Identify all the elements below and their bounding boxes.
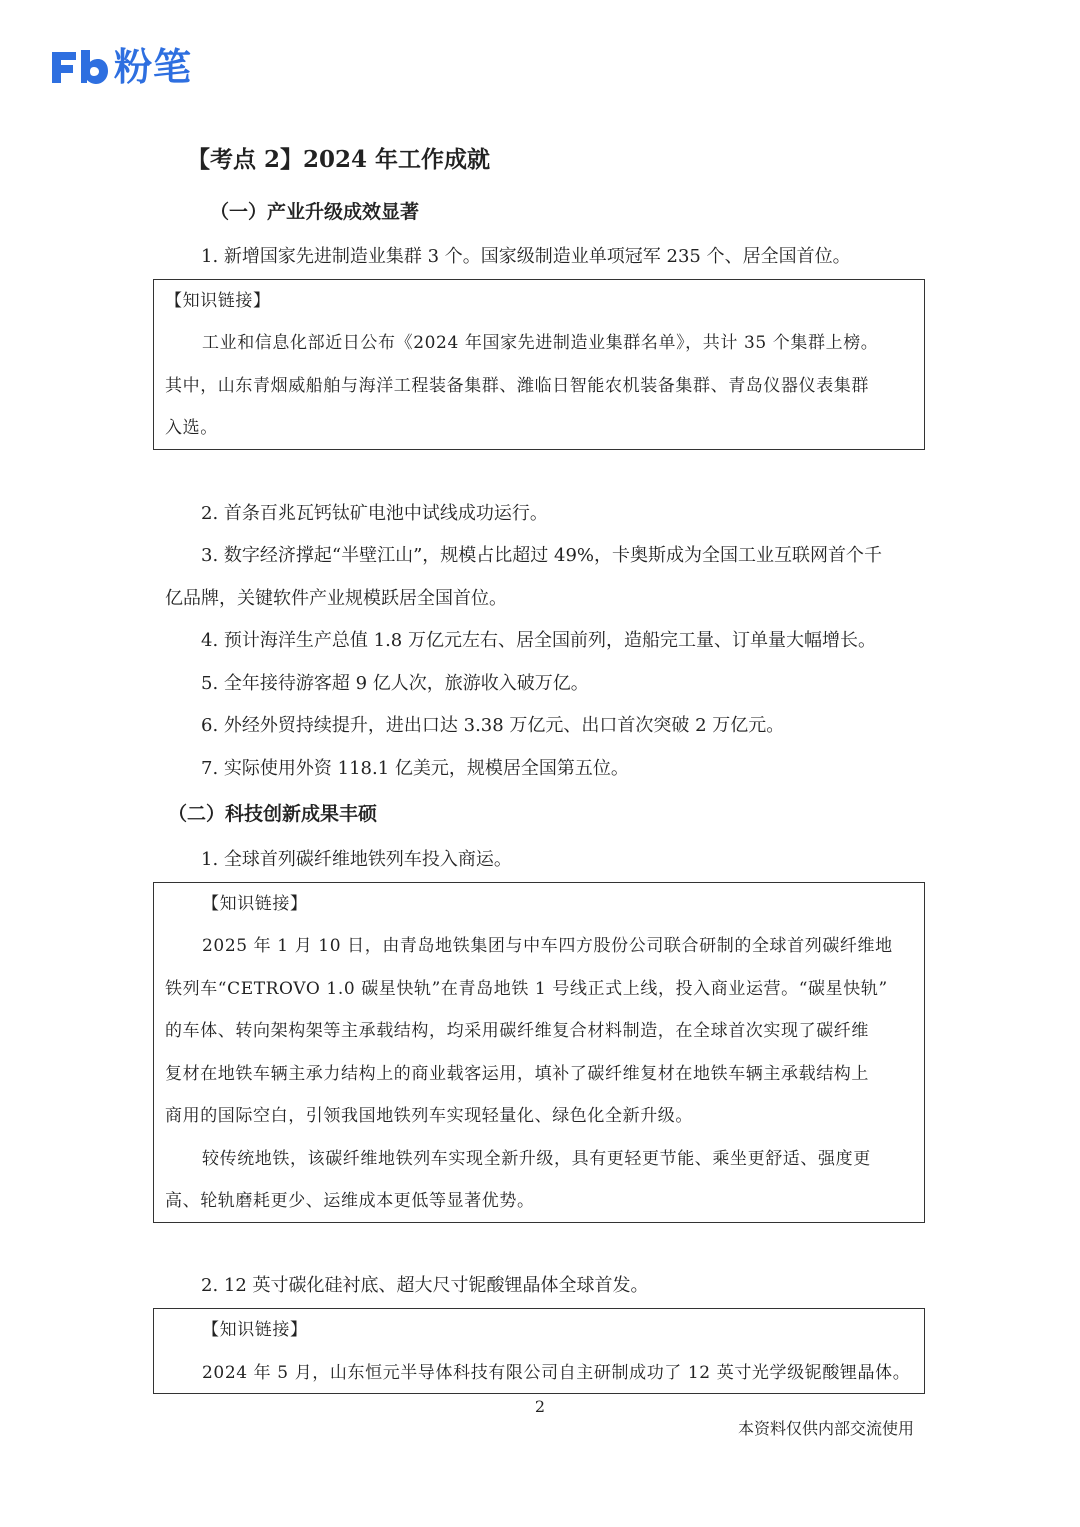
logo-text: 粉笔	[114, 45, 193, 89]
section2-item2: 2. 12 英寸碳化硅衬底、超大尺寸铌酸锂晶体全球首发。	[201, 1275, 649, 1296]
knowledge-box-label: 【知识链接】	[202, 894, 308, 914]
section1-item1: 1. 新增国家先进制造业集群 3 个。国家级制造业单项冠军 235 个、居全国首位。	[201, 246, 851, 267]
section1-heading: （一）产业升级成效显著	[210, 201, 420, 223]
section1-item4: 4. 预计海洋生产总值 1.8 万亿元左右、居全国前列，造船完工量、订单量大幅增长。	[201, 630, 876, 651]
section1-item3-cont: 亿品牌，关键软件产业规模跃居全国首位。	[165, 588, 507, 609]
section1-item2: 2. 首条百兆瓦钙钛矿电池中试线成功运行。	[201, 503, 548, 524]
section2-heading: （二）科技创新成果丰硕	[168, 803, 378, 825]
knowledge-box-line: 其中，山东青烟威船舶与海洋工程装备集群、潍临日智能农机装备集群、青岛仪器仪表集群	[165, 376, 869, 396]
knowledge-box-line: 商用的国际空白，引领我国地铁列车实现轻量化、绿色化全新升级。	[165, 1106, 693, 1126]
knowledge-box-line: 2025 年 1 月 10 日，由青岛地铁集团与中车四方股份公司联合研制的全球首列碳纤维地	[202, 936, 893, 956]
logo	[48, 46, 192, 88]
knowledge-box-1	[153, 279, 925, 450]
knowledge-box-line: 复材在地铁车辆主承力结构上的商业载客运用，填补了碳纤维复材在地铁车辆主承载结构上	[165, 1064, 869, 1084]
knowledge-box-line: 较传统地铁，该碳纤维地铁列车实现全新升级，具有更轻更节能、乘坐更舒适、强度更	[202, 1149, 871, 1169]
section1-item5: 5. 全年接待游客超 9 亿人次，旅游收入破万亿。	[201, 673, 589, 694]
knowledge-box-3	[153, 1308, 925, 1394]
section1-item3: 3. 数字经济撑起“半壁江山”，规模占比超过 49%，卡奥斯成为全国工业互联网首个千	[201, 545, 883, 566]
knowledge-box-line: 铁列车“CETROVO 1.0 碳星快轨”在青岛地铁 1 号线正式上线，投入商业运营。“碳星快轨”	[165, 979, 888, 999]
knowledge-box-line: 工业和信息化部近日公布《2024 年国家先进制造业集群名单》，共计 35 个集群上榜。	[202, 333, 879, 353]
logo-mark-icon	[48, 48, 110, 86]
knowledge-box-2	[153, 882, 925, 1223]
footer-note: 本资料仅供内部交流使用	[738, 1419, 915, 1438]
knowledge-box-label: 【知识链接】	[165, 291, 271, 311]
knowledge-box-line: 高、轮轨磨耗更少、运维成本更低等显著优势。	[165, 1191, 535, 1211]
section1-item7: 7. 实际使用外资 118.1 亿美元，规模居全国第五位。	[201, 758, 629, 779]
section2-item1: 1. 全球首列碳纤维地铁列车投入商运。	[201, 849, 512, 870]
knowledge-box-line: 入选。	[165, 418, 218, 438]
knowledge-box-line: 的车体、转向架构架等主承载结构，均采用碳纤维复合材料制造，在全球首次实现了碳纤维	[165, 1021, 869, 1041]
knowledge-box-label: 【知识链接】	[202, 1320, 308, 1340]
page-number: 2	[534, 1397, 546, 1416]
knowledge-box-line: 2024 年 5 月，山东恒元半导体科技有限公司自主研制成功了 12 英寸光学级铌酸锂晶体。	[202, 1363, 911, 1383]
section1-item6: 6. 外经外贸持续提升，进出口达 3.38 万亿元、出口首次突破 2 万亿元。	[201, 715, 785, 736]
page-title: 【考点 2】2024 年工作成就	[187, 146, 491, 173]
